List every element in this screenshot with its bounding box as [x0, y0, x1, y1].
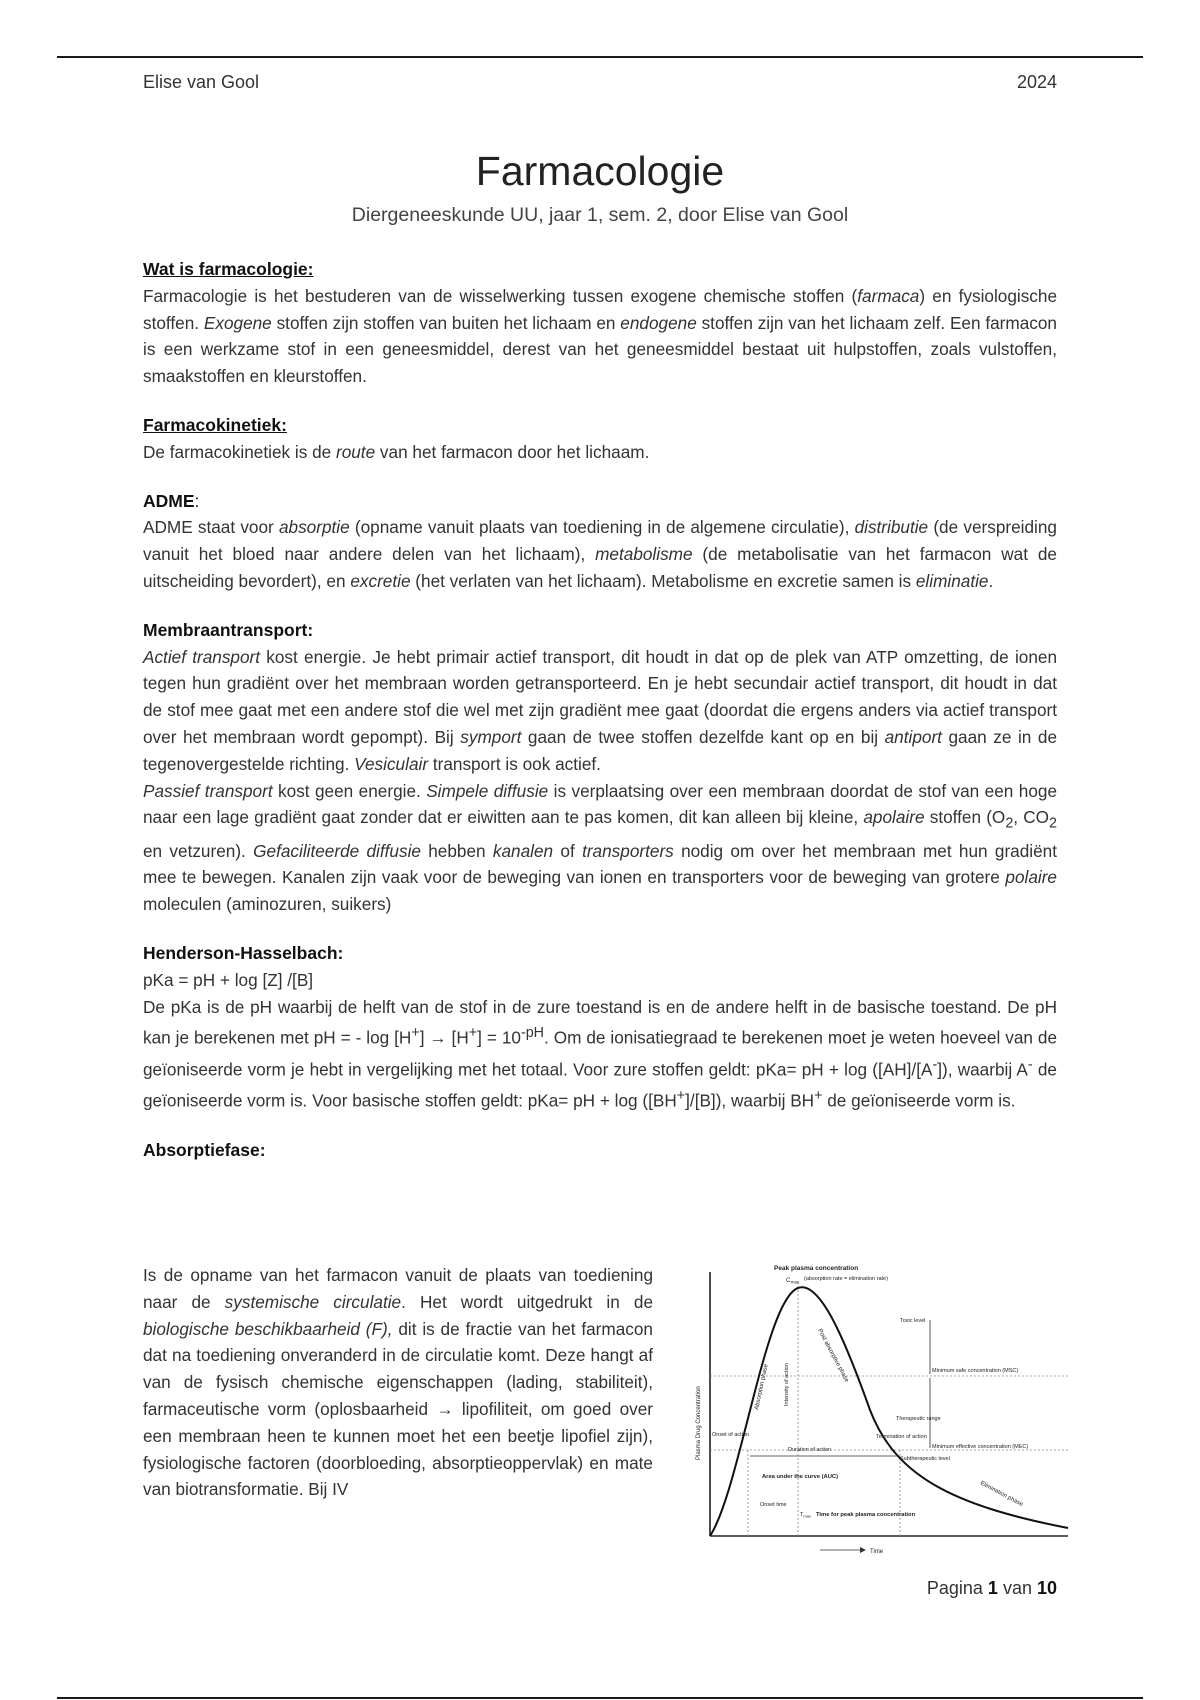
label-y-axis: Plasma Drug Concentration — [696, 1386, 702, 1460]
label-time: Time — [870, 1549, 884, 1555]
section-adme — [143, 488, 1057, 595]
time-arrowhead — [860, 1547, 866, 1553]
heading-membraan: Membraantransport: — [143, 619, 314, 640]
label-elimination: Elimination phase — [979, 1480, 1024, 1509]
heading-kinetiek: Farmacokinetiek: — [143, 414, 287, 435]
heading-wat: Wat is farmacologie: — [143, 259, 314, 279]
paragraph-henderson: De pKa is de pH waarbij de helft van de stof in de zure toestand is en de andere helft in de basische toestand. De pH kan je berekenen met pH = - $\log [H^+] \to [H^+] = 10^{-pH}$. Om de ionisatiegraad te berekenen moet je weten hoeveel van de geïoniseerde vorm je hebt in vergelijking met het totaal. Voor zure stoffen geldt: pKa= pH + log ([AH]/[A-]), waarbij A- de geïoniseerde vorm is. Voor basische stoffen geldt: pKa= pH + log ([BH+]/[B]), waarbij BH+ de geïoniseerde vorm is. — [143, 996, 1058, 1112]
section-membraan — [143, 617, 1057, 918]
paragraph-wat: Farmacologie is het bestuderen van de wisselwerking tussen exogene chemische stoffen (farmaca) en fysiologische stoffen. Exogene stoffen zijn stoffen van buiten het lichaam en endogene stoffen zijn van het lichaam zelf. Een farmacon is een werkzame stof in een geneesmiddel, derest van het geneesmiddel bestaat uit hulpstoffen, zoals vulstoffen, smaakstoffen en kleurstoffen. — [143, 285, 1058, 387]
label-onset-time: Onset time — [760, 1502, 787, 1508]
label-termination: Termination of action — [876, 1434, 927, 1440]
header-year: 2024 — [1016, 72, 1057, 92]
label-tmax-desc: Time for peak plasma concentration — [816, 1512, 916, 1518]
page-number: Pagina 1 van 10 — [926, 1578, 1057, 1598]
label-cmax: $C_{max}$ — [786, 1277, 800, 1285]
main-content — [143, 256, 1057, 1164]
heading-adme: ADME: — [143, 490, 200, 511]
label-peak: Peak plasma concentration — [774, 1265, 859, 1272]
label-absorption-phase: Absorption phase — [754, 1363, 770, 1411]
label-onset: Onset of action — [712, 1432, 749, 1438]
plasma-concentration-figure — [670, 1260, 1100, 1556]
label-tmax: $T_{max}$ — [800, 1512, 811, 1519]
header-author: Elise van Gool — [143, 72, 260, 92]
plasma-concentration-diagram — [670, 1260, 1100, 1556]
heading-henderson: Henderson-Hasselbach: — [143, 942, 344, 963]
paragraph-kinetiek: De farmacokinetiek is de route van het farmacon door het lichaam. — [143, 441, 650, 462]
section-henderson — [143, 940, 1057, 1115]
paragraph-adme: ADME staat voor absorptie (opname vanuit plaats van toediening in de algemene circulatie), distributie (de verspreiding vanuit het bloed naar andere delen van het lichaam), metabolisme (de metabolisatie van het farmacon wat de uitscheiding bevordert), en excretie (het verlaten van het lichaam). Metabolisme en excretie samen is eliminatie. — [143, 517, 1057, 591]
document-title: Farmacologie — [475, 148, 725, 194]
section-kinetiek — [143, 412, 1057, 466]
label-post-absorptive: Post absorptive phase — [816, 1328, 850, 1384]
label-msc: Minimum safe concentration (MSC) — [932, 1368, 1019, 1374]
section-wat — [143, 256, 1057, 390]
heading-absorptie: Absorptiefase: — [143, 1139, 266, 1160]
paragraph-passief: Passief transport kost geen energie. Simpele diffusie is verplaatsing over een membraan doordat de stof van een hoge naar een lage gradiënt gaat zonder dat er eiwitten aan te pas komen, dit kan alleen bij kleine, apolaire stoffen ($O_2$, $CO_2$ en vetzuren). Gefaciliteerde diffusie hebben kanalen of transporters nodig om over het membraan met hun gradiënt mee te bewegen. Kanalen zijn vaak voor de beweging van ionen en transporters voor de beweging van grotere polaire moleculen (aminozuren, suikers) — [143, 780, 1058, 915]
top-rule — [57, 56, 1143, 58]
label-auc: Area under the curve (AUC) — [762, 1474, 839, 1480]
label-subtherapeutic: Subtherapeutic level — [900, 1456, 950, 1462]
document-subtitle: Diergeneeskunde UU, jaar 1, sem. 2, door Elise van Gool — [351, 204, 849, 226]
label-toxic: Toxic level — [900, 1318, 926, 1324]
paragraph-actief: Actief transport kost energie. Je hebt primair actief transport, dit houdt in dat op de plek van ATP omzetting, de ionen tegen hun gradiënt over het membraan worden getransporteerd. En je hebt secundair actief transport, dit houdt in dat de stof mee gaat met een andere stof die wel met zijn gradiënt mee gaat (doordat die ergens anders via actief transport over het membraan wordt gepompt). Bij symport gaan de twee stoffen dezelfde kant op en bij antiport gaan ze in de tegenovergestelde richting. Vesiculair transport is ook actief. — [143, 646, 1057, 774]
paragraph-absorptie: Is de opname van het farmacon vanuit de plaats van toediening naar de systemische circulatie. Het wordt uitgedrukt in de biologische beschikbaarheid (F), dit is de fractie van het farmacon dat na toediening onveranderd in de circulatie komt. Deze hangt af van de fysisch chemische eigenschappen (lading, stabiliteit), farmaceutische vorm (oplosbaarheid → lipofiliteit, om goed over een membraan heen te kunnen moet het een beetje lipofiel zijn), fysiologische factoren (doorbloeding, absorptieoppervlak) en mate van biotransformatie. Bij IV — [143, 1265, 654, 1500]
label-duration: Duration of action — [788, 1447, 832, 1453]
label-intensity: Intensity of action — [784, 1363, 790, 1406]
formula-henderson: pKa = pH + log [Z] /[B] — [143, 969, 314, 990]
label-therapeutic: Therapeutic range — [896, 1416, 941, 1422]
label-rate: (absorption rate = elimination rate) — [804, 1276, 888, 1282]
label-mec: Minimum effective concentration (MEC) — [932, 1444, 1029, 1450]
bottom-rule — [57, 1697, 1143, 1699]
